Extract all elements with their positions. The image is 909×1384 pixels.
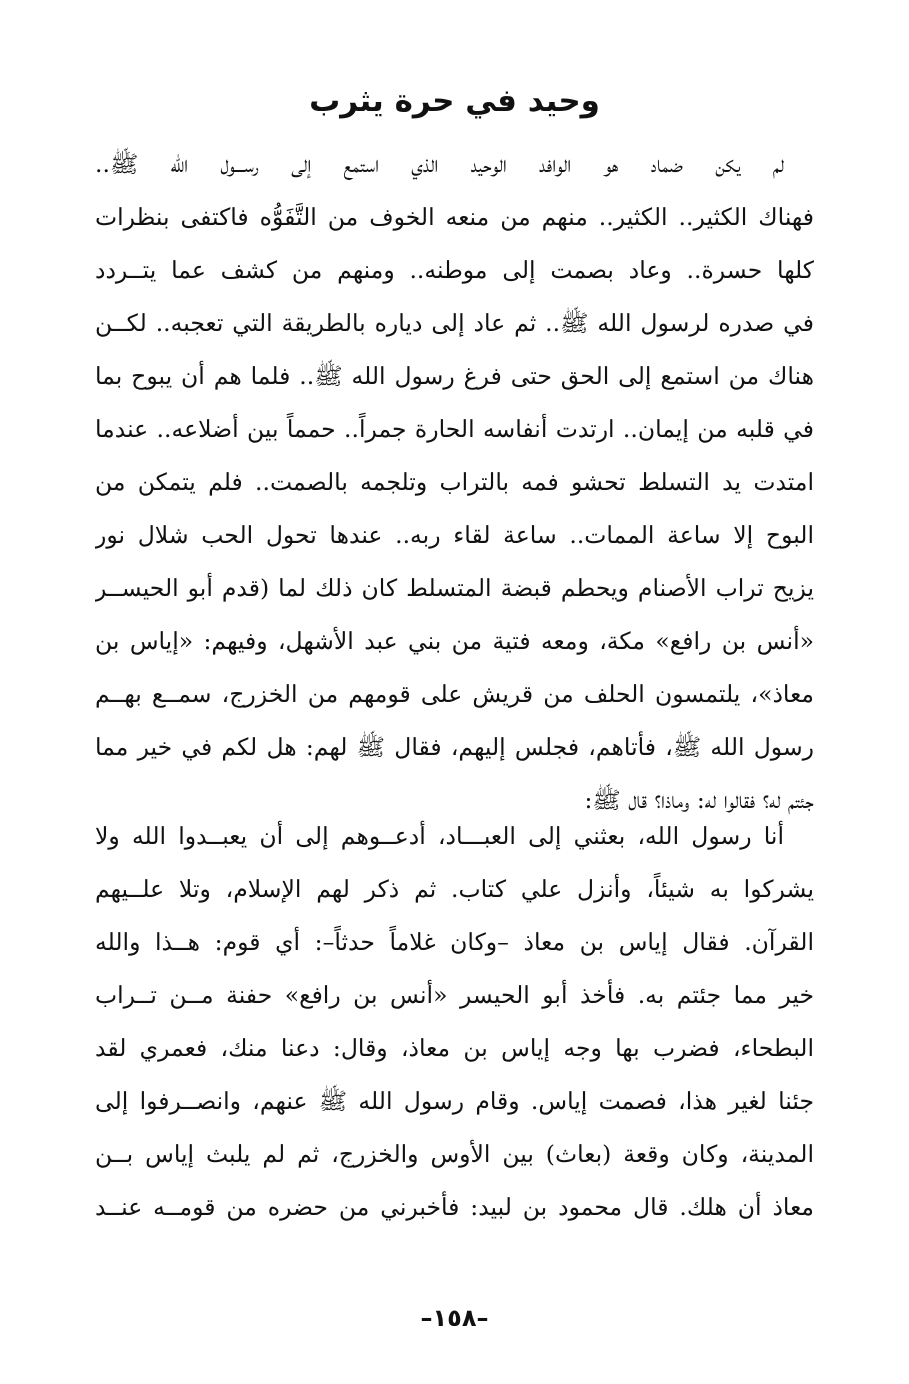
page-number: –١٥٨– [420,1304,489,1332]
text-line: فهناك الكثير.. الكثير.. منهم من منعه الخوف من التَّفَوُّه فاكتفى بنظرات [95,203,814,231]
text-line: في صدره لرسول الله ﷺ.. ثم عاد إلى دياره بالطريقة التي تعجبه.. لكــن [95,309,814,337]
text-line: البوح إلا ساعة الممات.. ساعة لقاء ربه.. عندها تحول الحب شلال نور [95,521,814,549]
text-line: خير مما جئتم به. فأخذ أبو الحيسر «أنس بن رافع» حفنة مــن تــراب [95,981,814,1009]
text-line: أنا رسول الله، بعثني إلى العبـــاد، أدعــوهم إلى أن يعبــدوا الله ولا [95,822,784,850]
text-line: يشركوا به شيئاً، وأنزل علي كتاب. ثم ذكر لهم الإسلام، وتلا علــيهم [95,875,814,903]
text-line: هناك من استمع إلى الحق حتى فرغ رسول الله ﷺ.. فلما هم أن يبوح بما [95,362,814,390]
text-line: جئتم له؟ فقالوا له: وماذا؟ قال ﷺ: [584,786,814,814]
paragraph-2 [95,810,814,1234]
text-line: المدينة، وكان وقعة (بعاث) بين الأوس والخزرج، ثم لم يلبث إياس بــن [95,1140,814,1168]
text-line: يزيح تراب الأصنام ويحطم قبضة المتسلط كان ذلك لما (قدم أبو الحيســر [95,574,814,602]
text-line: البطحاء، فضرب بها وجه إياس بن معاذ، وقال: دعنا منك، فعمري لقد [95,1034,814,1062]
paragraph-1 [95,138,814,827]
text-line: في قلبه من إيمان.. ارتدت أنفاسه الحارة جمراً.. حمماً بين أضلاعه.. عندما [95,415,814,443]
text-line: رسول الله ﷺ، فأتاهم، فجلس إليهم، فقال ﷺ لهم: هل لكم في خير مما [95,733,814,761]
text-line: القرآن. فقال إياس بن معاذ –وكان غلاماً حدثاً–: أي قوم: هــذا والله [95,928,814,956]
text-line: معاذ أن هلك. قال محمود بن لبيد: فأخبرني من حضره من قومــه عنــد [95,1193,814,1221]
text-line: «أنس بن رافع» مكة، ومعه فتية من بني عبد الأشهل، وفيهم: «إياس بن [95,627,814,655]
text-line: جئنا لغير هذا، فصمت إياس. وقام رسول الله ﷺ عنهم، وانصــرفوا إلى [95,1087,814,1115]
text-line: معاذ»، يلتمسون الحلف من قريش على قومهم من الخزرج، سمــع بهــم [95,680,814,708]
text-line: امتدت يد التسلط تحشو فمه بالتراب وتلجمه بالصمت.. فلم يتمكن من [95,468,814,496]
page-title: وحيد في حرة يثرب [309,83,600,119]
text-line: لم يكن ضماد هو الوافد الوحيد الذي استمع إلى رســـول الله ﷺ.. [95,150,784,178]
text-line: كلها حسرة.. وعاد بصمت إلى موطنه.. ومنهم من كشف عما يتــردد [95,256,814,284]
